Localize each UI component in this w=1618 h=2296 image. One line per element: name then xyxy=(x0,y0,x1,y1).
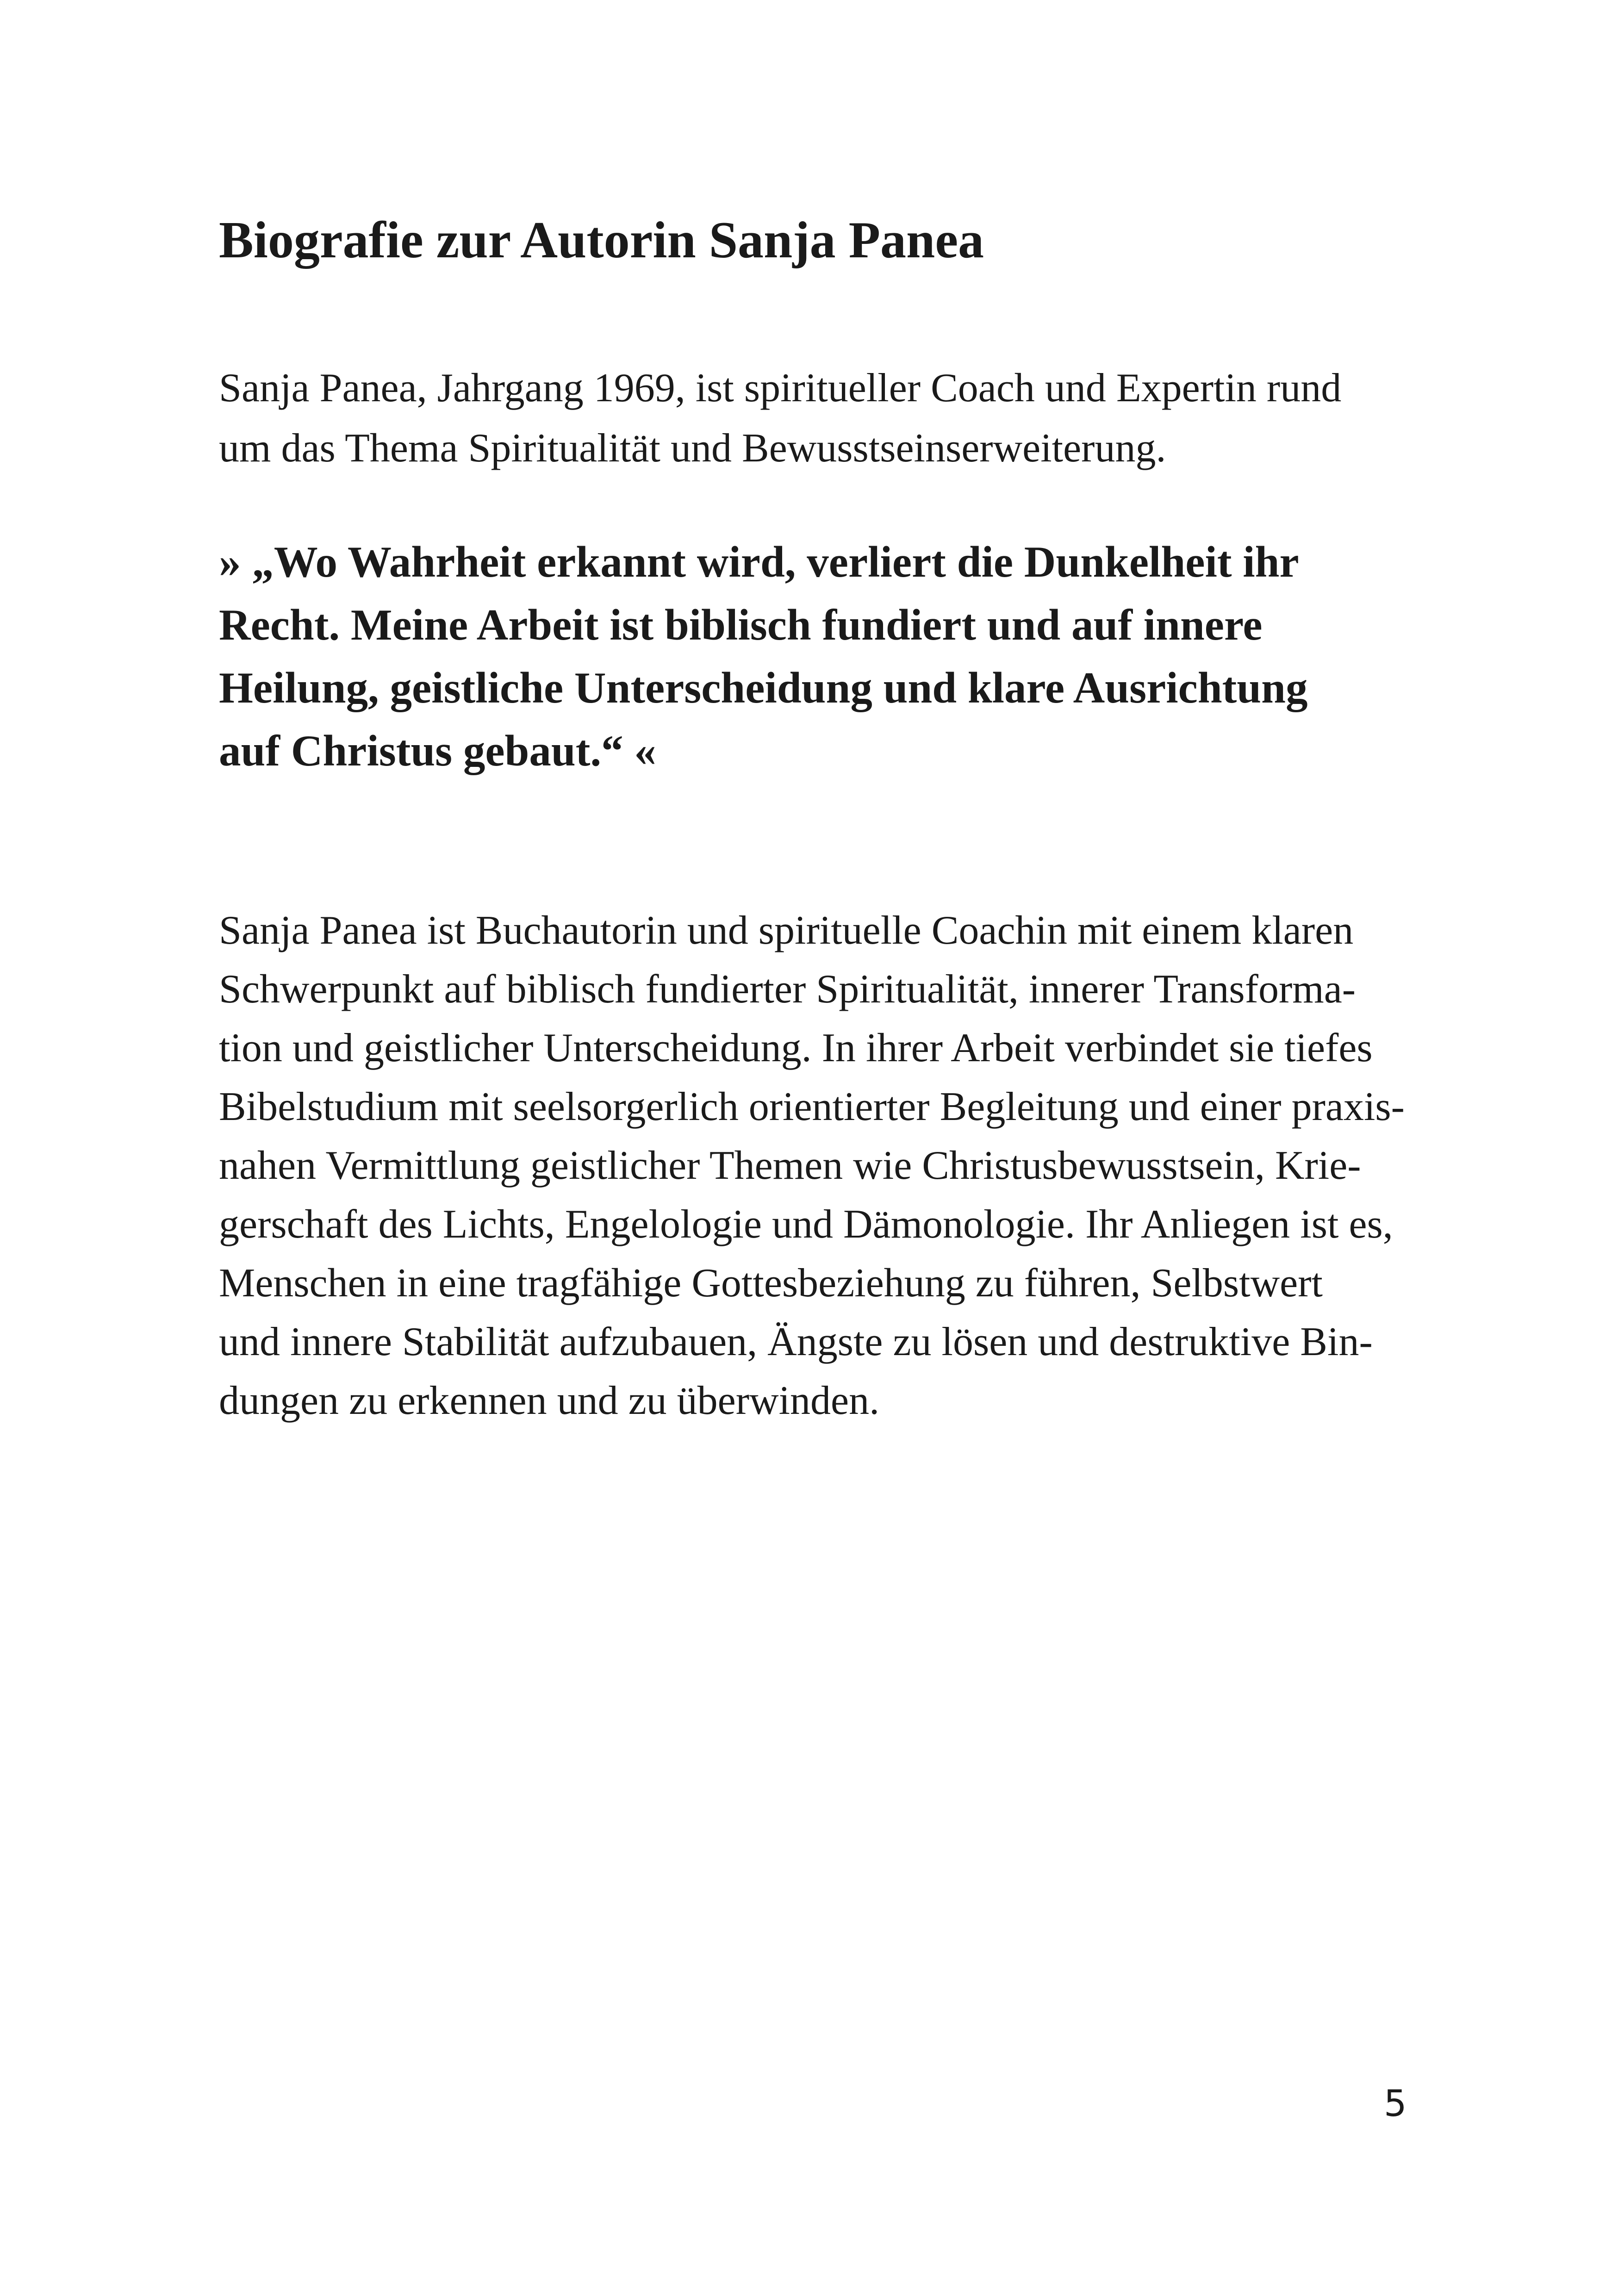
body-line: dungen zu erkennen und zu überwinden. xyxy=(219,1378,880,1423)
body-line: Bibelstudium mit seelsorgerlich orientierter Begleitung und einer praxis- xyxy=(219,1084,1405,1129)
quote-line: auf Christus gebaut.“ « xyxy=(219,726,656,775)
body-line: nahen Vermittlung geistlicher Themen wie Christusbewusstsein, Krie- xyxy=(219,1143,1361,1188)
intro-line: Sanja Panea, Jahrgang 1969, ist spiritueller Coach und Expertin rund xyxy=(219,366,1342,411)
body-line: tion und geistlicher Unterscheidung. In ihrer Arbeit verbindet sie tiefes xyxy=(219,1026,1373,1070)
page-number: 5 xyxy=(1384,2083,1407,2125)
quote-line: » „Wo Wahrheit erkannt wird, verliert die Dunkelheit ihr xyxy=(219,537,1299,586)
quote-line: Heilung, geistliche Unterscheidung und klare Ausrichtung xyxy=(219,663,1308,712)
body-line: Menschen in eine tragfähige Gottesbeziehung zu führen, Selbstwert xyxy=(219,1261,1323,1306)
body-line: gerschaft des Lichts, Engelologie und Dämonologie. Ihr Anliegen ist es, xyxy=(219,1202,1393,1247)
body-line: und innere Stabilität aufzubauen, Ängste zu lösen und destruktive Bin- xyxy=(219,1319,1373,1364)
quote-line: Recht. Meine Arbeit ist biblisch fundiert und auf innere xyxy=(219,600,1263,649)
body-line: Schwerpunkt auf biblisch fundierter Spiritualität, innerer Transforma- xyxy=(219,967,1356,1012)
page-title: Biografie zur Autorin Sanja Panea xyxy=(219,212,984,269)
body-line: Sanja Panea ist Buchautorin und spirituelle Coachin mit einem klaren xyxy=(219,908,1354,953)
intro-line: um das Thema Spiritualität und Bewusstseinserweiterung. xyxy=(219,426,1166,471)
